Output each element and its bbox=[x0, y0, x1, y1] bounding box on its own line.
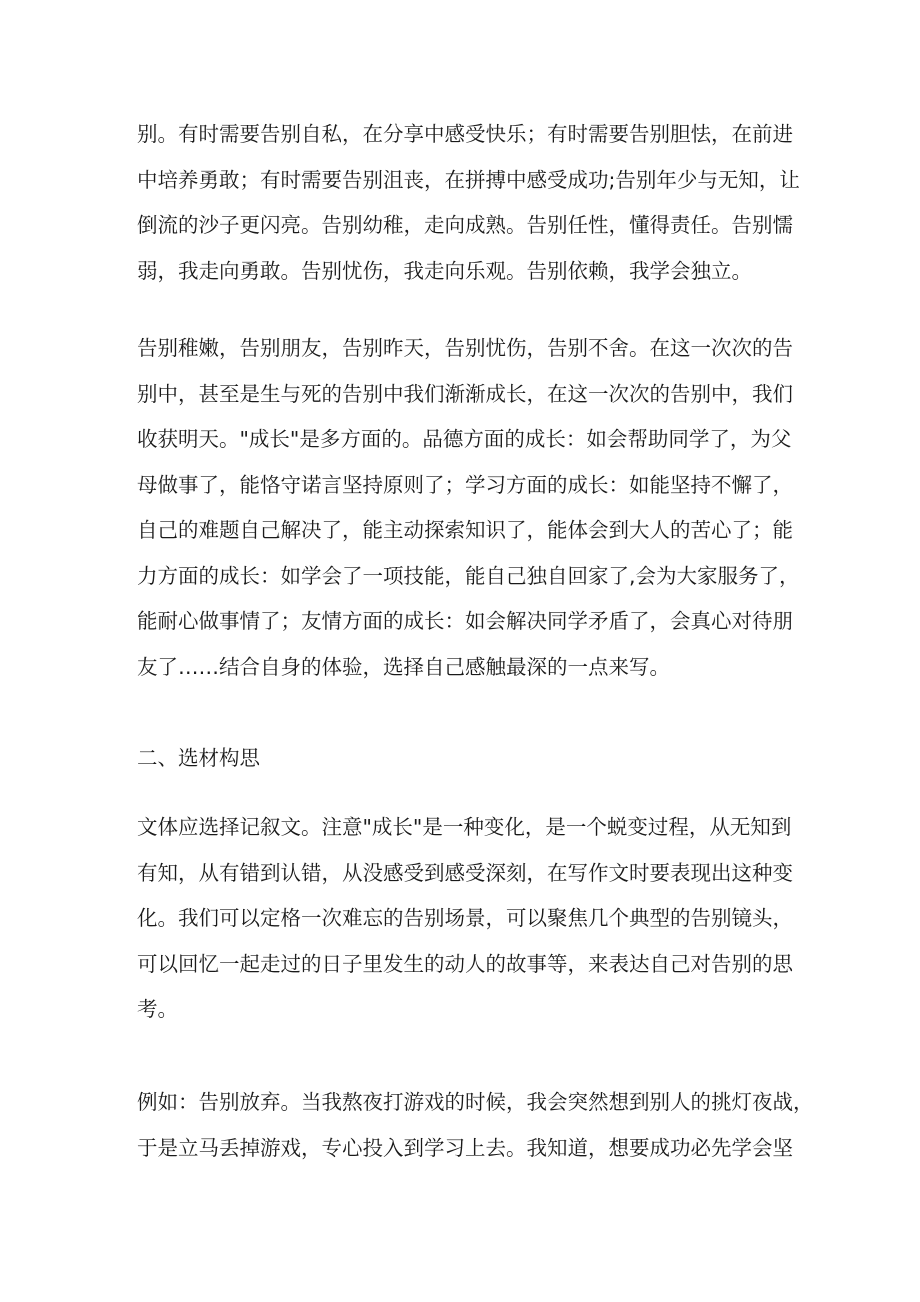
text-line: 母做事了，能恪守诺言坚持原则了；学习方面的成长：如能坚持不懈了， bbox=[137, 472, 793, 497]
text-line: 文体应选择记叙文。注意"成长"是一种变化，是一个蜕变过程，从无知到 bbox=[137, 815, 792, 839]
text-line: 自己的难题自己解决了，能主动探索知识了，能体会到大人的苦心了；能 bbox=[137, 518, 793, 542]
text-line: 力方面的成长：如学会了一项技能，能自己独自回家了,会为大家服务了， bbox=[137, 563, 800, 588]
paragraph-farewell-growth bbox=[137, 112, 800, 294]
text-line: 于是立马丢掉游戏，专心投入到学习上去。我知道，想要成功必先学会坚 bbox=[137, 1135, 793, 1160]
text-line: 考。 bbox=[137, 997, 178, 1021]
text-line: 可以回忆一起走过的日子里发生的动人的故事等，来表达自己对告别的思 bbox=[137, 951, 793, 976]
text-line: 弱，我走向勇敢。告别忧伤，我走向乐观。告别依赖，我学会独立。 bbox=[137, 258, 752, 283]
paragraph-aspects-of-growth bbox=[137, 326, 800, 690]
text-line: 倒流的沙子更闪亮。告别幼稚，走向成熟。告别任性，懂得责任。告别懦 bbox=[137, 213, 793, 237]
text-line: 能耐心做事情了；友情方面的成长：如会解决同学矛盾了，会真心对待朋 bbox=[137, 609, 793, 633]
text-line: 告别稚嫩，告别朋友，告别昨天，告别忧伤，告别不舍。在这一次次的告 bbox=[137, 336, 793, 360]
paragraph-genre-advice bbox=[137, 805, 797, 1033]
paragraph-example bbox=[137, 1080, 814, 1171]
text-line: 友了……结合自身的体验，选择自己感触最深的一点来写。 bbox=[137, 654, 670, 679]
section-heading-material-selection bbox=[137, 736, 797, 782]
text-line: 有知，从有错到认错，从没感受到感受深刻，在写作文时要表现出这种变 bbox=[137, 860, 793, 885]
text-line: 别。有时需要告别自私，在分享中感受快乐；有时需要告别胆怯，在前进 bbox=[137, 122, 793, 146]
text-line: 收获明天。"成长"是多方面的。品德方面的成长：如会帮助同学了，为父 bbox=[137, 427, 792, 451]
text-line: 例如：告别放弃。当我熬夜打游戏的时候，我会突然想到别人的挑灯夜战， bbox=[137, 1090, 814, 1114]
section-heading: 二、选材构思 bbox=[137, 746, 260, 770]
text-line: 别中，甚至是生与死的告别中我们渐渐成长，在这一次次的告别中，我们 bbox=[137, 381, 793, 406]
text-line: 化。我们可以定格一次难忘的告别场景，可以聚焦几个典型的告别镜头， bbox=[137, 906, 793, 930]
text-line: 中培养勇敢；有时需要告别沮丧，在拼搏中感受成功;告别年少与无知，让 bbox=[137, 167, 800, 192]
